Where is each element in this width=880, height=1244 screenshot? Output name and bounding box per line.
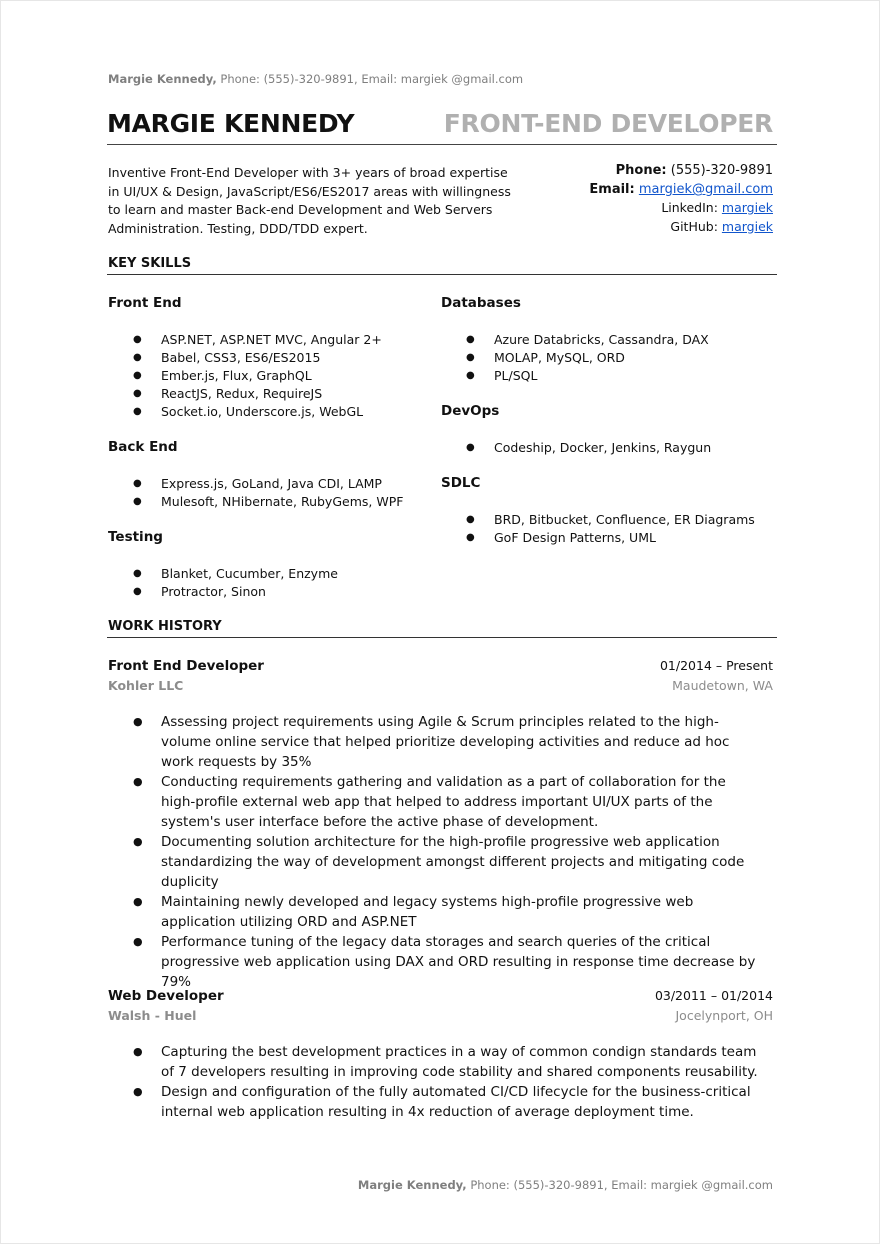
- contact-github-row: [589, 218, 773, 237]
- contact-phone-row: [589, 161, 773, 180]
- footer-line: [358, 1178, 773, 1192]
- skills-section-title: KEY SKILLS: [108, 256, 192, 271]
- summary-text: Inventive Front-End Developer with 3+ years of broad expertise in UI/UX & Design, JavaScript/ES6/ES2017 areas with willingness to learn and master Back-end Development and Web Servers Administration. Testing, DDD/TDD expert.: [108, 165, 511, 236]
- list-item: ● Assessing project requirements using Agile & Scrum principles related to the high-volume online service that helped prioritize developing activities and reduce ad hoc work requests by 35%: [108, 712, 758, 772]
- contact-email-label: Email:: [589, 182, 635, 197]
- header-phone-label: Phone:: [220, 72, 260, 86]
- candidate-name: MARGIE KENNEDY: [107, 109, 355, 138]
- header-line: [108, 72, 523, 86]
- list-item: ● PL/SQL: [441, 367, 777, 385]
- list-item: ● MOLAP, MySQL, ORD: [441, 349, 777, 367]
- skills-devops-title: DevOps: [441, 403, 500, 419]
- contact-phone: (555)-320-9891: [670, 163, 773, 178]
- skills-databases-title: Databases: [441, 295, 521, 311]
- skills-sdlc-title: SDLC: [441, 475, 481, 491]
- header-phone: (555)-320-9891,: [263, 72, 358, 86]
- contact-email-link[interactable]: margiek@gmail.com: [638, 182, 773, 197]
- contact-phone-label: Phone:: [615, 163, 667, 178]
- header-name: Margie Kennedy,: [108, 72, 217, 86]
- contact-linkedin-link[interactable]: margiek: [721, 200, 773, 215]
- job-2-company: Walsh - Huel: [108, 1008, 197, 1023]
- work-section-title: WORK HISTORY: [108, 619, 222, 634]
- contact-email-row: [589, 180, 773, 199]
- skills-front-end-list: [108, 331, 428, 421]
- skills-devops-list: [441, 439, 777, 457]
- header-email: margiek @gmail.com: [400, 72, 524, 86]
- title-divider: [107, 144, 777, 145]
- skills-back-end-list: [108, 475, 428, 511]
- list-item: ● Design and configuration of the fully automated CI/CD lifecycle for the business-critical internal web application resulting in 4x reduction of average deployment time.: [108, 1082, 758, 1122]
- skills-front-end-title: Front End: [108, 295, 182, 311]
- skills-sdlc-list: [441, 511, 777, 547]
- job-2-bullets: [108, 1042, 758, 1122]
- list-item: ● Blanket, Cucumber, Enzyme: [108, 565, 428, 583]
- contact-linkedin-label: LinkedIn:: [661, 200, 718, 215]
- candidate-role: FRONT-END DEVELOPER: [443, 109, 773, 138]
- contact-linkedin-row: [589, 199, 773, 218]
- list-item: ● Documenting solution architecture for the high-profile progressive web application standardizing the way of development amongst different projects and mitigating code duplicity: [108, 832, 758, 892]
- skills-databases-list: [441, 331, 777, 385]
- job-2-dates: 03/2011 – 01/2014: [654, 988, 773, 1003]
- list-item: ● Babel, CSS3, ES6/ES2015: [108, 349, 428, 367]
- skills-section-divider: [107, 274, 777, 275]
- job-1-title: Front End Developer: [108, 658, 264, 674]
- job-2-location: Jocelynport, OH: [675, 1008, 773, 1023]
- work-section-divider: [107, 637, 777, 638]
- job-1-location: Maudetown, WA: [672, 678, 773, 693]
- contact-block: [589, 161, 773, 236]
- contact-github-label: GitHub:: [670, 218, 718, 234]
- footer-phone: (555)-320-9891,: [513, 1178, 608, 1192]
- skills-back-end-title: Back End: [108, 439, 178, 455]
- footer-email-label: Email:: [611, 1178, 648, 1192]
- list-item: ● Conducting requirements gathering and validation as a part of collaboration for the high-profile external web app that helped to address important UI/UX parts of the system's user interface before the active phase of development.: [108, 772, 758, 832]
- job-1-bullets: [108, 712, 758, 992]
- list-item: ● Maintaining newly developed and legacy systems high-profile progressive web application utilizing ORD and ASP.NET: [108, 892, 758, 932]
- list-item: ● ASP.NET, ASP.NET MVC, Angular 2+: [108, 331, 428, 349]
- list-item: ● Express.js, GoLand, Java CDI, LAMP: [108, 475, 428, 493]
- list-item: ● BRD, Bitbucket, Confluence, ER Diagrams: [441, 511, 777, 529]
- list-item: ● GoF Design Patterns, UML: [441, 529, 777, 547]
- list-item: ● Performance tuning of the legacy data storages and search queries of the critical progressive web application using DAX and ORD resulting in response time decrease by 79%: [108, 932, 758, 992]
- list-item: ● ReactJS, Redux, RequireJS: [108, 385, 428, 403]
- list-item: ● Azure Databricks, Cassandra, DAX: [441, 331, 777, 349]
- skills-testing-list: [108, 565, 428, 601]
- contact-github-link[interactable]: margiek: [721, 218, 773, 234]
- header-email-label: Email:: [361, 72, 398, 86]
- job-2-title: Web Developer: [108, 988, 224, 1004]
- list-item: ● Socket.io, Underscore.js, WebGL: [108, 403, 428, 421]
- footer-name: Margie Kennedy,: [357, 1178, 467, 1192]
- job-1-company: Kohler LLC: [108, 678, 184, 693]
- list-item: ● Codeship, Docker, Jenkins, Raygun: [441, 439, 777, 457]
- footer-email: margiek @gmail.com: [650, 1178, 773, 1192]
- skills-testing-title: Testing: [108, 529, 163, 545]
- list-item: ● Protractor, Sinon: [108, 583, 428, 601]
- footer-phone-label: Phone:: [470, 1178, 510, 1192]
- list-item: ● Mulesoft, NHibernate, RubyGems, WPF: [108, 493, 428, 511]
- job-1-dates: 01/2014 – Present: [659, 658, 773, 673]
- list-item: ● Capturing the best development practices in a way of common condign standards team of 7 developers resulting in improving code stability and shared components reusability.: [108, 1042, 758, 1082]
- list-item: ● Ember.js, Flux, GraphQL: [108, 367, 428, 385]
